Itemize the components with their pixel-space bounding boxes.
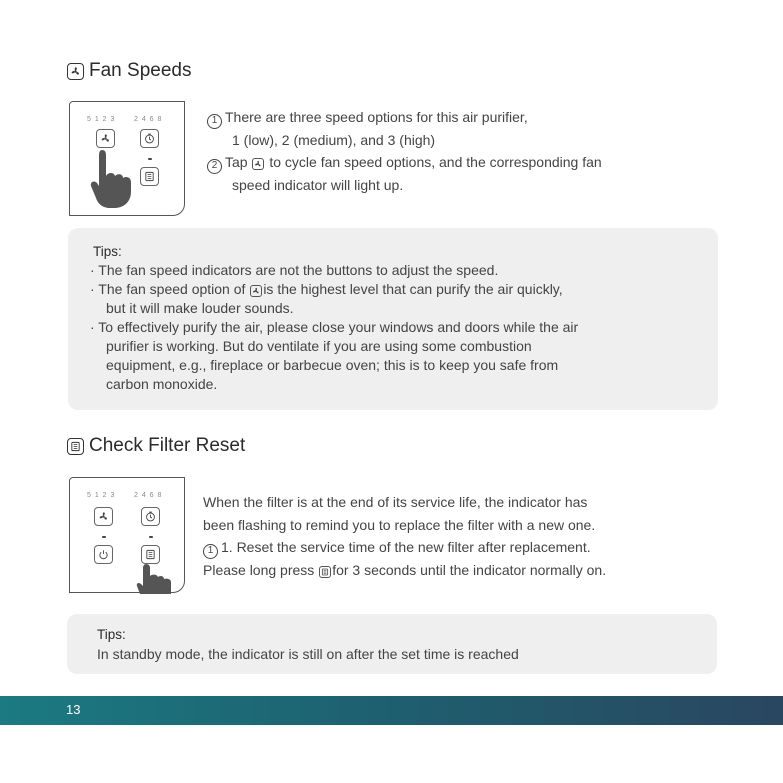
fan-tips-box bbox=[68, 228, 718, 410]
fan-speeds-title: Fan Speeds bbox=[89, 60, 192, 81]
filter-line-4b: for 3 seconds until the indicator normally on. bbox=[332, 561, 607, 578]
tip-bullet-2a: · The fan speed option of bbox=[90, 281, 246, 297]
speed-scale-left: 5 1 2 3 bbox=[87, 116, 116, 123]
filter-tips-box bbox=[67, 614, 717, 674]
step-number-1: 1 bbox=[203, 544, 218, 559]
tip-bullet-2b: is the highest level that can purify the air quickly, bbox=[263, 281, 563, 297]
filter-reset-instructions bbox=[203, 491, 743, 581]
tip-bullet-2c: but it will make louder sounds. bbox=[106, 300, 294, 316]
filter-icon bbox=[67, 438, 84, 455]
indicator-dot bbox=[102, 536, 106, 538]
filter-line-4 bbox=[203, 559, 743, 582]
fan-tips-list bbox=[90, 261, 710, 394]
fan-line-2c: speed indicator will light up. bbox=[232, 176, 404, 193]
tip-bullet-3a: · To effectively purify the air, please close your windows and doors while the air bbox=[90, 319, 579, 335]
timer-icon bbox=[140, 129, 159, 148]
indicator-dot bbox=[149, 536, 153, 538]
step-number-2: 2 bbox=[207, 159, 222, 174]
tip-bullet-3d: carbon monoxide. bbox=[106, 376, 218, 392]
filter-line-3-text: 1. Reset the service time of the new filter after replacement. bbox=[221, 539, 591, 555]
fan-icon bbox=[250, 285, 262, 297]
filter-icon bbox=[140, 167, 159, 186]
speed-scale-left: 5 1 2 3 bbox=[87, 492, 116, 499]
fan-line-1b: 1 (low), 2 (medium), and 3 (high) bbox=[232, 131, 436, 148]
filter-tip-line: In standby mode, the indicator is still on after the set time is reached bbox=[97, 646, 519, 662]
filter-line-2: been flashing to remind you to replace the filter with a new one. bbox=[203, 516, 596, 533]
fan-line-2b: to cycle fan speed options, and the corresponding fan bbox=[269, 154, 602, 170]
tip-bullet-3c: equipment, e.g., fireplace or barbecue oven; this is to keep you safe from bbox=[106, 357, 559, 373]
speed-scale-right: 2 4 6 8 bbox=[134, 116, 163, 123]
fan-instruction-2 bbox=[207, 151, 727, 174]
tip-bullet-1: · The fan speed indicators are not the buttons to adjust the speed. bbox=[90, 262, 499, 278]
filter-reset-heading bbox=[67, 435, 245, 457]
filter-icon bbox=[319, 566, 331, 578]
timer-icon bbox=[141, 507, 160, 526]
filter-icon bbox=[141, 545, 160, 564]
pointing-hand-icon bbox=[136, 564, 176, 599]
tip-bullet-3b: purifier is working. But do ventilate if you are using some combustion bbox=[106, 338, 532, 354]
indicator-dot bbox=[148, 158, 152, 160]
filter-reset-title: Check Filter Reset bbox=[89, 435, 246, 456]
fan-speeds-heading bbox=[67, 60, 191, 82]
footer-bar bbox=[0, 696, 783, 725]
tip-bullet-2 bbox=[90, 280, 710, 299]
tips-title: Tips: bbox=[97, 627, 126, 642]
speed-scale-right: 2 4 6 8 bbox=[134, 492, 163, 499]
fan-line-1: There are three speed options for this air purifier, bbox=[225, 109, 528, 125]
pointing-hand-icon bbox=[88, 148, 136, 215]
fan-control-panel-illustration bbox=[69, 101, 185, 216]
fan-icon bbox=[67, 63, 84, 80]
fan-line-2a: Tap bbox=[225, 154, 248, 170]
fan-icon bbox=[96, 129, 115, 148]
filter-line-3 bbox=[203, 536, 743, 559]
fan-speed-instructions bbox=[207, 106, 727, 196]
power-icon bbox=[94, 545, 113, 564]
fan-icon bbox=[94, 507, 113, 526]
filter-line-1: When the filter is at the end of its service life, the indicator has bbox=[203, 494, 588, 510]
filter-control-panel-illustration bbox=[69, 477, 185, 593]
filter-line-4a: Please long press bbox=[203, 561, 315, 578]
fan-icon bbox=[252, 158, 264, 170]
tips-title: Tips: bbox=[93, 244, 122, 259]
fan-instruction-1 bbox=[207, 106, 727, 129]
step-number-1: 1 bbox=[207, 114, 222, 129]
page-number: 13 bbox=[66, 702, 81, 717]
